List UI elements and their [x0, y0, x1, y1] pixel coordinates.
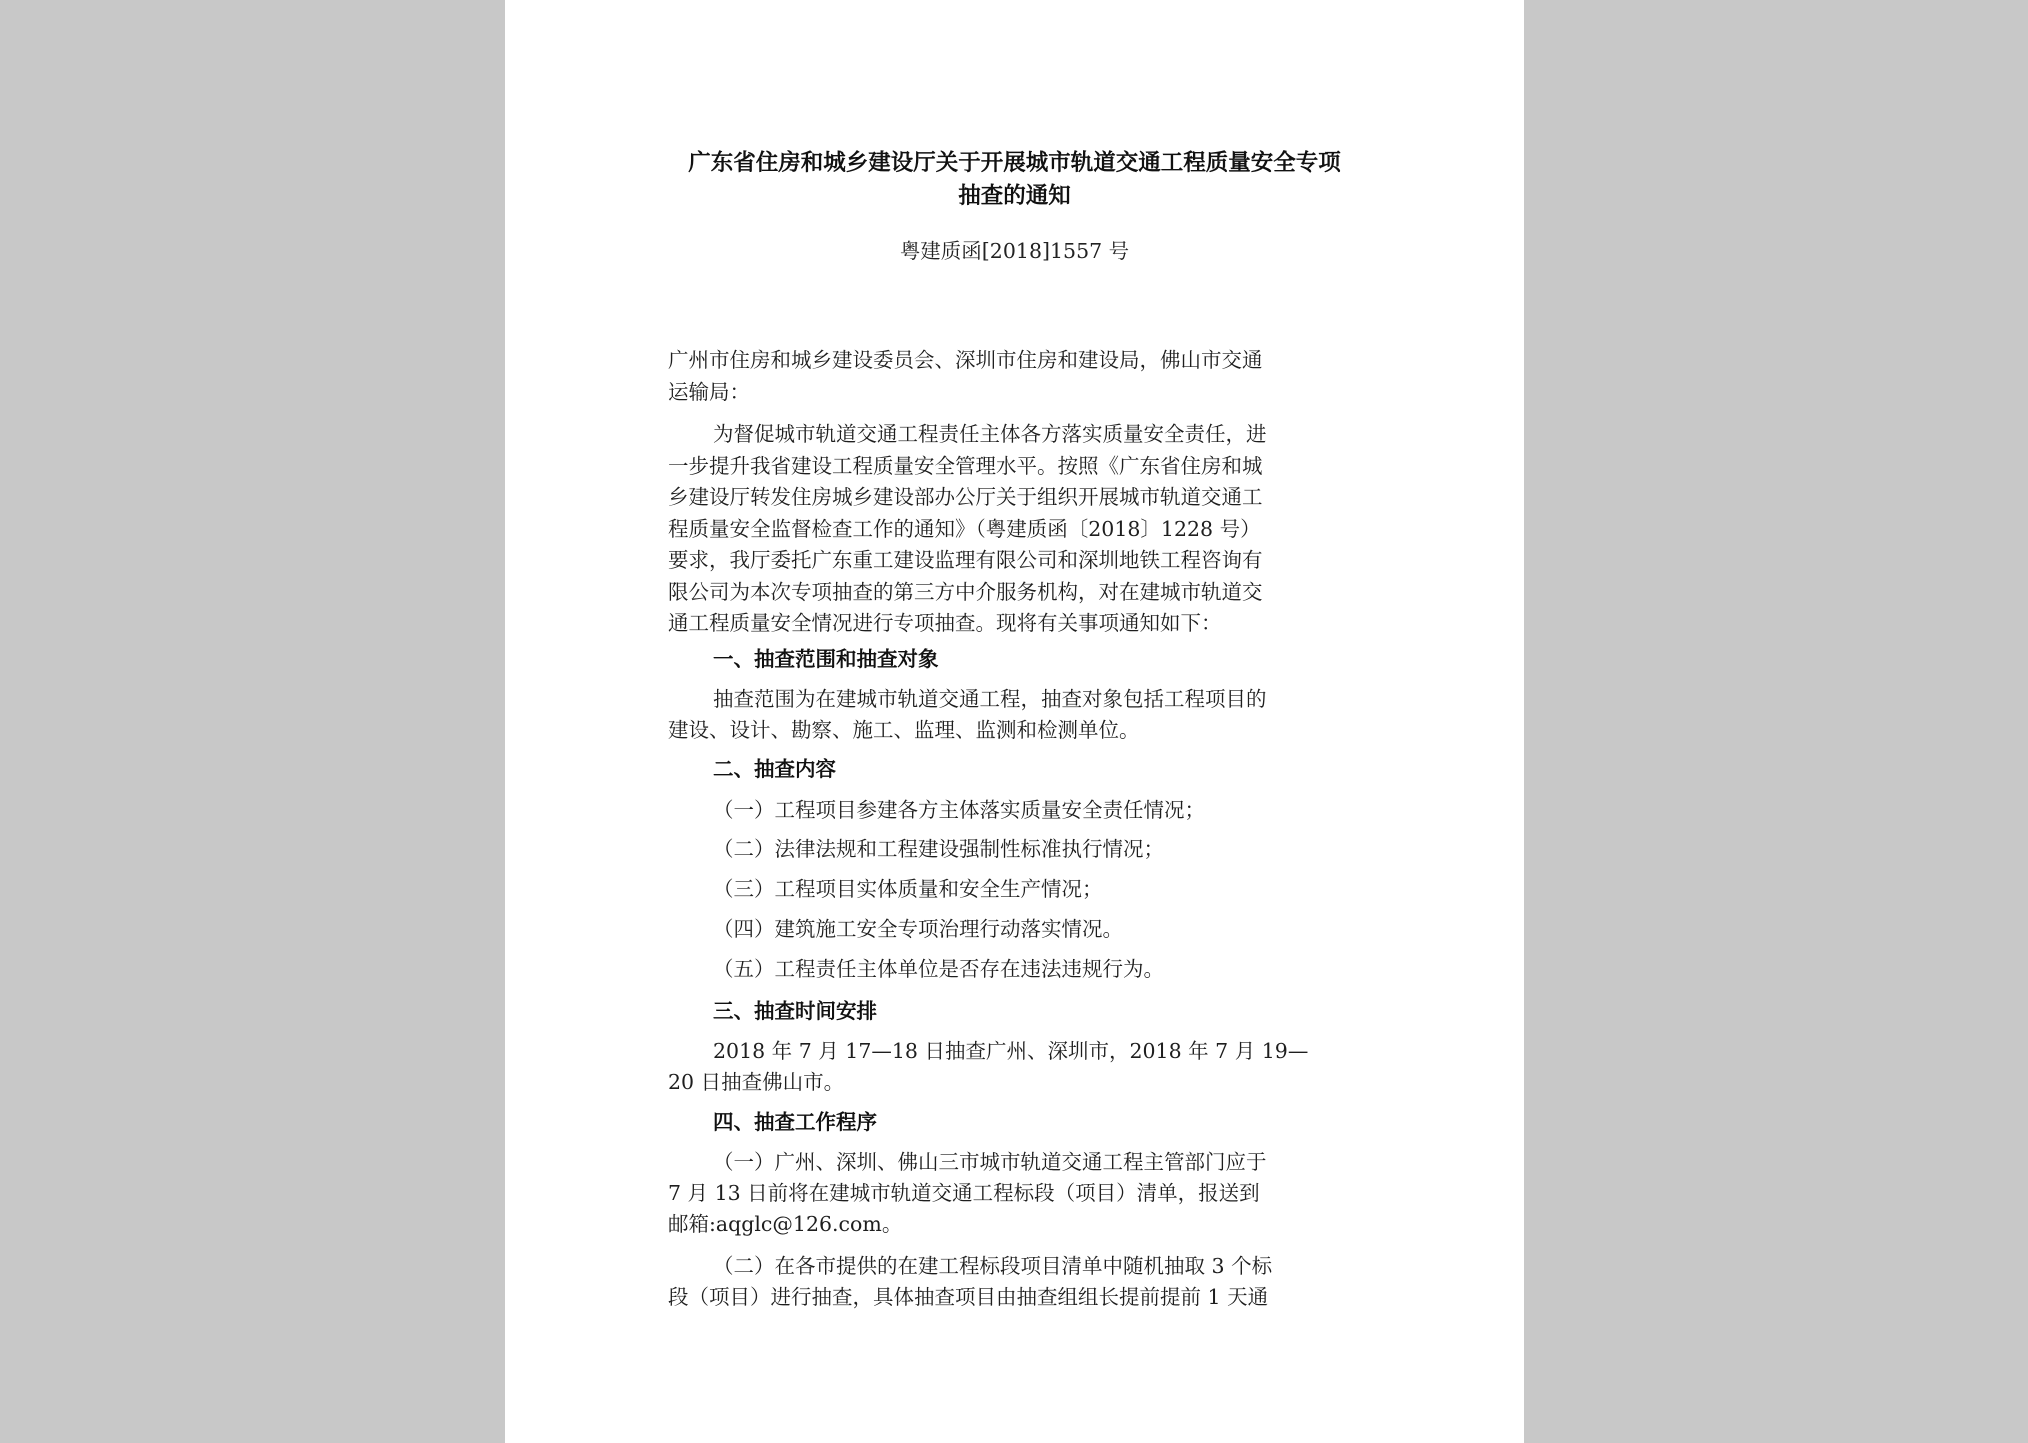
- body-paragraph-line: 限公司为本次专项抽查的第三方中介服务机构，对在建城市轨道交: [668, 580, 1263, 604]
- list-item: （五）工程责任主体单位是否存在违法违规行为。: [713, 957, 1164, 981]
- list-item: （三）工程项目实体质量和安全生产情况；: [713, 877, 1103, 901]
- body-paragraph-line: 建设、设计、勘察、施工、监理、监测和检测单位。: [668, 718, 1140, 742]
- body-paragraph-line: （一）广州、深圳、佛山三市城市轨道交通工程主管部门应于: [713, 1150, 1267, 1174]
- body-paragraph-line: 邮箱:aqglc@126.com。: [668, 1212, 903, 1236]
- list-item: （四）建筑施工安全专项治理行动落实情况。: [713, 917, 1123, 941]
- list-item: （一）工程项目参建各方主体落实质量安全责任情况；: [713, 798, 1205, 822]
- body-paragraph-line: 段（项目）进行抽查，具体抽查项目由抽查组组长提前提前 1 天通: [668, 1285, 1269, 1309]
- body-paragraph-line: 一步提升我省建设工程质量安全管理水平。按照《广东省住房和城: [668, 454, 1263, 478]
- body-paragraph-line: 要求，我厅委托广东重工建设监理有限公司和深圳地铁工程咨询有: [668, 548, 1263, 572]
- addressee-line: 运输局：: [668, 380, 750, 404]
- list-item: （二）法律法规和工程建设强制性标准执行情况；: [713, 837, 1164, 861]
- section-heading: 四、抽查工作程序: [713, 1110, 877, 1134]
- body-paragraph-line: 2018 年 7 月 17—18 日抽查广州、深圳市，2018 年 7 月 19—: [713, 1039, 1309, 1063]
- document-number: 粤建质函[2018]1557 号: [899, 239, 1130, 263]
- document-title-line-1: 广东省住房和城乡建设厅关于开展城市轨道交通工程质量安全专项: [688, 150, 1341, 176]
- body-paragraph-line: 通工程质量安全情况进行专项抽查。现将有关事项通知如下：: [668, 611, 1222, 635]
- section-heading: 三、抽查时间安排: [713, 999, 877, 1023]
- body-paragraph-line: 乡建设厅转发住房城乡建设部办公厅关于组织开展城市轨道交通工: [668, 485, 1263, 509]
- body-paragraph-line: 20 日抽查佛山市。: [668, 1070, 845, 1094]
- section-heading: 一、抽查范围和抽查对象: [713, 647, 939, 671]
- section-heading: 二、抽查内容: [713, 757, 836, 781]
- addressee-line: 广州市住房和城乡建设委员会、深圳市住房和建设局，佛山市交通: [668, 348, 1263, 372]
- document-title-line-2: 抽查的通知: [958, 183, 1071, 209]
- body-paragraph-line: 抽查范围为在建城市轨道交通工程，抽查对象包括工程项目的: [713, 687, 1267, 711]
- body-paragraph-line: （二）在各市提供的在建工程标段项目清单中随机抽取 3 个标: [713, 1254, 1273, 1278]
- document-page: [505, 0, 1524, 1443]
- body-paragraph-line: 7 月 13 日前将在建城市轨道交通工程标段（项目）清单，报送到: [668, 1181, 1260, 1205]
- body-paragraph-line: 为督促城市轨道交通工程责任主体各方落实质量安全责任，进: [713, 422, 1267, 446]
- body-paragraph-line: 程质量安全监督检查工作的通知》（粤建质函〔2018〕1228 号）: [668, 517, 1261, 541]
